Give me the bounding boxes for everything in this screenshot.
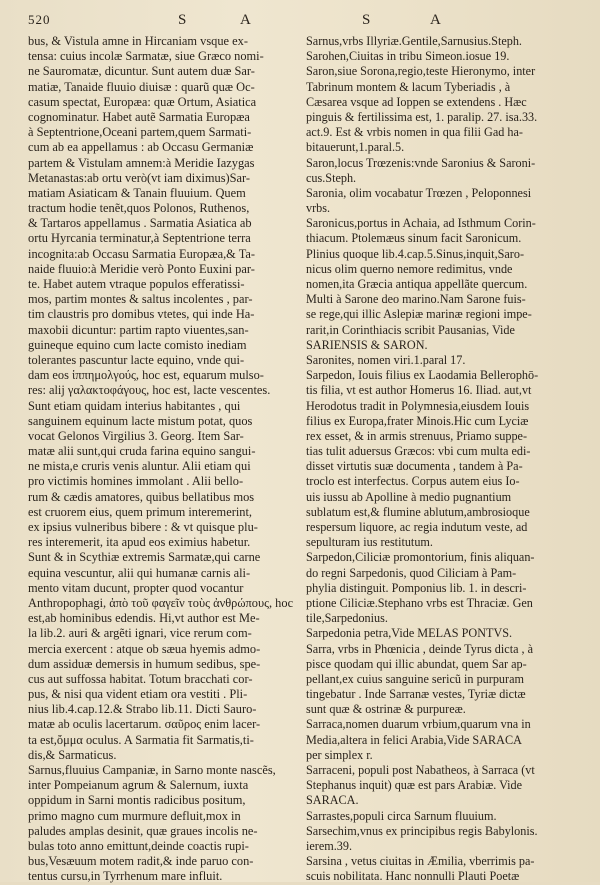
text-line: nius lib.4.cap.12.& Strabo lib.11. Dicti Sauro-: [28, 702, 257, 717]
text-line: pellant,ex cuius sanguine sericũ in purpuram: [306, 671, 524, 686]
text-line: ex ipsius vulneribus bibere : & vt quisque plu-: [28, 520, 258, 534]
text-line: matæ ab oculis lacertarum. σαῦρος enim lacer-: [28, 717, 261, 732]
text-line: sunt quæ & ostrinæ & purpureæ.: [306, 702, 466, 717]
text-line: Saronia, olim vocabatur Trœzen , Peloponnesi: [306, 185, 532, 200]
text-line: te. Habet autem vtraque populos efferatissi-: [28, 277, 245, 291]
text-line: matæ alii sunt,qui cruda farina equino sangui-: [28, 444, 256, 459]
text-line: Sarsechim,vnus ex principibus regis Babylonis.: [306, 823, 538, 838]
text-line: SARACA.: [306, 793, 359, 808]
text-line: Multi à Sarone deo marino.Nam Sarone fuis-: [306, 292, 526, 307]
text-line: dum assiduæ demersis in humum sedibus, spe-: [28, 656, 261, 671]
right-text-column: [306, 34, 578, 885]
text-line: vrbs.: [306, 201, 331, 216]
text-line: Sarohen,Ciuitas in tribu Simeon.iosue 19.: [306, 49, 510, 64]
text-line: casum spectat, Europæa: quæ Ortum, Asiatica: [28, 94, 257, 109]
text-line: SARIENSIS & SARON.: [306, 337, 428, 352]
text-line: tile,Sarpedonius.: [306, 611, 388, 626]
running-header: [0, 12, 600, 34]
text-line: maxobii dicuntur: partim rapto viuentes,san-: [28, 322, 249, 337]
text-line: est cruorem eius, quem primum interemerint,: [28, 504, 252, 519]
text-line: bus,Vesæuum motem radit,& inde paruo con-: [28, 854, 254, 869]
text-line: Sunt etiam quidam interius habitantes , qui: [28, 398, 241, 413]
text-line: Sarpedonia petra,Vide MELAS PONTVS.: [306, 626, 513, 641]
text-line: tingebatur . Inde Sarranæ vestes, Tyriæ dictæ: [306, 687, 526, 702]
text-line: tentus cursu,in Tyrrhenum mare influit.: [28, 869, 223, 884]
text-line: Sarraceni, populi post Nabatheos, à Sarraca (vt: [306, 763, 535, 777]
text-line: thiacum. Ptolemæus sinum facit Saronicum.: [306, 231, 522, 246]
text-line: res: alij γαλακτοφάγους, hoc est, lacte vescentes.: [28, 383, 271, 398]
text-line: Sunt & in Scythiæ extremis Sarmatæ,qui carne: [28, 550, 261, 565]
text-line: rum & cædis amatores, quibus bellatibus mos: [28, 489, 255, 504]
text-line: tolerantes pascuntur lacte equino, vnde qui-: [28, 352, 245, 367]
left-text-column: [28, 34, 298, 885]
text-line: Stephanus inquit) quæ est pars Arabiæ. Vide: [306, 778, 523, 793]
text-line: ne Sauromatæ, dicuntur. Sunt autem duæ Sar-: [28, 64, 255, 79]
text-line: respersum liquore, ac regia indutum veste, ad: [306, 520, 528, 534]
text-line: tis filia, vt est author Homerus 16. Iliad. aut,vt: [306, 383, 532, 398]
text-line: à Septentrione,Oceani partem,quem Sarmati-: [28, 125, 252, 140]
text-line: mos, partim montes & saltus incolentes , par-: [28, 292, 253, 307]
text-line: matiam Asiaticam & Tanain fluuium. Quem: [28, 185, 246, 200]
text-line: Tabrinum montem & lacum Tyberiadis , à: [306, 79, 511, 94]
text-line: pisce quodam qui illic abundat, quem Sar ap-: [306, 656, 527, 671]
text-line: scuis nobilitata. Hanc nonnulli Plauti Poetæ: [306, 869, 520, 884]
text-line: ortu Hyrcania terminatur,à Septentrione terra: [28, 231, 251, 246]
text-line: Herodotus tradit in Polymnesia,eiusdem Iouis: [306, 398, 530, 413]
text-line: ierem.39.: [306, 838, 353, 853]
text-line: ta est,ὄμμα oculus. A Sarmatia fit Sarmatis,ti-: [28, 732, 254, 747]
page-number: 520: [28, 12, 51, 27]
text-line: Sarnus,fluuius Campaniæ, in Sarno monte nascẽs,: [28, 763, 276, 777]
text-line: est,ab hominibus edendis. Hi,vt author est Me-: [28, 611, 260, 626]
text-line: partem & Vistulam amnem:à Meridie Iazygas: [28, 155, 255, 170]
text-line: inter Pompeianum agrum & Salernum, iuxta: [28, 778, 249, 793]
text-line: Sarrastes,populi circa Sarnum fluuium.: [306, 808, 497, 823]
text-line: Sarpedon, Iouis filius ex Laodamia Bellerophō-: [306, 368, 539, 383]
text-line: guineque equino cum lacte comisto inediam: [28, 337, 247, 352]
text-line: matiæ, Tanaide fluuio diuisæ : quarũ quæ Oc-: [28, 79, 255, 94]
text-line: sepulturam ius restitutum.: [306, 535, 433, 550]
text-line: cum ab ea appellamus : ab Occasu Germaniæ: [28, 140, 254, 155]
text-line: sublatum est,& flumine ablutum,ambrosioque: [306, 504, 530, 519]
text-line: Saronicus,portus in Achaia, ad Isthmum Corin-: [306, 216, 536, 231]
text-line: cus.Steph.: [306, 170, 357, 185]
text-line: paludes amplas desinit, quæ graues incolis ne-: [28, 823, 258, 838]
text-line: ne mista,e cruris venis aluntur. Alii etiam qui: [28, 459, 251, 474]
text-line: dam eos ἱππημολγούς, hoc est, equarum mulso-: [28, 368, 264, 383]
text-line: se rege,qui illic Aslepiæ marinæ regioni impe-: [306, 307, 532, 322]
text-line: tensa: cuius incolæ Sarmatæ, siue Græco nomi-: [28, 49, 264, 64]
text-line: primo magno cum murmure defluit,mox in: [28, 808, 241, 823]
text-line: Plinius quoque lib.4.cap.5.Sinus,inquit,Saro-: [306, 246, 525, 261]
text-line: Cæsarea vsque ad Ioppen se extendens . Hæc: [306, 94, 527, 109]
text-line: bitauerunt,1.paral.5.: [306, 140, 405, 155]
text-line: uis iussu ab Apolline à medio pugnantium: [306, 489, 512, 504]
text-line: Sarnus,vrbs Illyriæ.Gentile,Sarnusius.Steph.: [306, 34, 522, 48]
text-line: Saron,locus Trœzenis:vnde Saronius & Saroni-: [306, 155, 536, 170]
text-line: phylia distinguit. Pomponius lib. 1. in descri-: [306, 580, 527, 595]
text-line: Saron,siue Sorona,regio,teste Hieronymo, inter: [306, 64, 536, 79]
text-line: bulas toto anno emittunt,deinde coactis rupi-: [28, 838, 249, 853]
text-line: act.9. Est & vrbis nomen in qua filii Gad ha-: [306, 125, 523, 140]
text-line: Sarsina , vetus ciuitas in Æmilia, vberrimis pa-: [306, 854, 535, 869]
text-line: tias tulit aduersus Græcos: vbi cum multa edi-: [306, 444, 531, 459]
text-line: nicus olim querno nemore redimitus, vnde: [306, 261, 513, 276]
text-line: nomen,ita Græcia antiqua appellãte quercum.: [306, 277, 528, 291]
text-line: rarit,in Corinthiacis scribit Pausanias, Vide: [306, 322, 515, 337]
header-letter: A: [240, 12, 252, 28]
text-line: do regni Sarpedonis, quod Ciliciam à Pam-: [306, 565, 517, 580]
text-line: dis,& Sarmaticus.: [28, 747, 117, 762]
text-line: Sarpedon,Ciliciæ promontorium, finis aliquan-: [306, 550, 535, 565]
text-line: pinguis & fertilissima est, 1. paralip. 27. isa.33.: [306, 109, 538, 124]
text-line: Metanastas:ab ortu verò(vt iam diximus)Sar-: [28, 170, 251, 185]
text-line: tractum hodie tenẽt,quos Polonos, Ruthenos,: [28, 201, 250, 216]
text-line: vocat Gelonos Virgilius 3. Georg. Item Sar-: [28, 428, 244, 443]
text-line: Sarra, vrbs in Phœnicia , deinde Tyrus dicta , à: [306, 641, 534, 656]
text-line: rex esset, & in armis strenuus, Priamo suppe-: [306, 428, 528, 443]
text-line: cus aut suffossa habitat. Totum bracchati cor-: [28, 671, 253, 686]
text-line: ptione Ciliciæ.Stephano vrbs est Thraciæ. Gen: [306, 595, 533, 610]
text-line: filius ex Europa,frater Minois.Hic cum Lyciæ: [306, 413, 529, 428]
header-letter: A: [430, 12, 442, 28]
text-line: res interemerit, ita apud eos eximius habetur.: [28, 535, 251, 550]
text-line: & Tartaros appellamus . Sarmatia Asiatica ab: [28, 216, 252, 231]
text-line: naide fluuio:à Meridie verò Ponto Euxini par-: [28, 261, 255, 276]
text-line: incognita:ab Occasu Sarmatia Europæa,& Ta-: [28, 246, 256, 261]
text-line: Media,altera in felici Arabia,Vide SARACA: [306, 732, 522, 747]
text-line: bus, & Vistula amne in Hircaniam vsque ex-: [28, 34, 248, 48]
text-line: equina vescuntur, alii qui humanæ carnis ali-: [28, 565, 251, 580]
header-letter: S: [362, 12, 372, 28]
text-line: pus, & nisi qua vident etiam ora vestiti . Pli-: [28, 687, 248, 702]
text-line: oppidum in Sarni montis radicibus positum,: [28, 793, 246, 808]
text-line: Sarraca,nomen duarum vrbium,quarum vna in: [306, 717, 531, 732]
text-line: Anthropophagi, ἀπὸ τοῦ φαγεῖν τοὺς ἀνθρώπους, hoc: [28, 595, 294, 610]
text-line: Saronites, nomen viri.1.paral 17.: [306, 352, 466, 367]
text-line: disset virtutis suæ documenta , tandem à Pa-: [306, 459, 523, 474]
header-letter: S: [178, 12, 188, 28]
text-line: cognominatur. Habet autẽ Sarmatia Europæa: [28, 109, 250, 124]
text-line: troclo est interfectus. Corpus autem eius Io-: [306, 474, 520, 489]
text-line: la lib.2. auri & argẽti ignari, vice rerum com-: [28, 626, 252, 641]
text-line: tim claustris pro domibus vtetes, qui inde Ha-: [28, 307, 255, 322]
text-line: pro victimis homines immolant . Alii bello-: [28, 474, 244, 489]
text-line: sanguinem equinum lacte mistum potat, quos: [28, 413, 253, 428]
text-line: mento vitam ducunt, propter quod vocantur: [28, 580, 244, 595]
text-line: mercia exercent : atque ob sæua hyemis admo-: [28, 641, 261, 656]
text-line: per simplex r.: [306, 747, 373, 762]
